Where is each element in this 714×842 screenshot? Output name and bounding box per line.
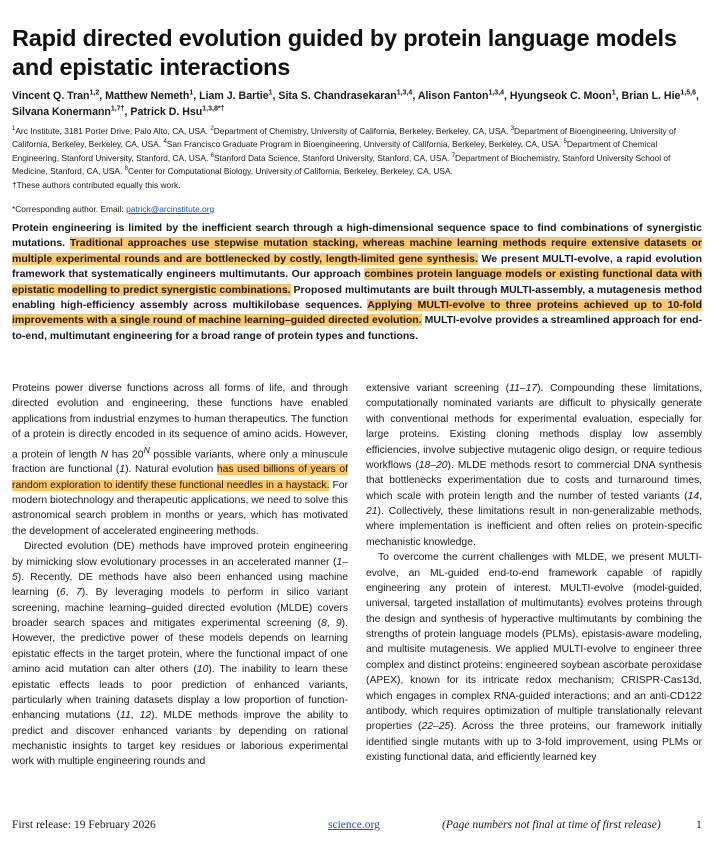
- citation-ref: 21: [366, 506, 378, 517]
- body-text: For modern biotechnology and therapeutic applications, we need to solve this astronomical search problem in months or years, which has motivated the development of accelerated engineering methods.: [12, 479, 348, 537]
- body-text: Directed evolution (DE) methods have improved protein engineering by mimicking slow evolutionary processes in an accelerated manner (: [12, 541, 348, 568]
- abstract-highlight: Traditional approaches use stepwise mutation stacking, whereas machine learning methods require extensive datasets or multiple experimental rounds and are bottlenecked by costly, length-limited gene synthesis.: [12, 237, 702, 265]
- body-text: possible variants, where only a minuscule fraction are functional (: [12, 448, 348, 476]
- abstract-text: MULTI-evolve provides a streamlined approach for end-to-end, multimutant engineering for a broad range of protein types and functions.: [12, 314, 702, 342]
- author-affiliation-mark: 1,5,6: [680, 89, 696, 97]
- citation-ref: 22–25: [421, 721, 451, 733]
- author-name: Sita S. Chandrasekaran: [278, 90, 397, 102]
- journal-site-link[interactable]: science.org: [328, 819, 380, 831]
- citation-ref: N: [100, 448, 109, 460]
- body-text: ). By leveraging models to perform in silico variant screening, machine learning–guided directed evolution (MLDE) covers broader search spaces and mitigates experimental screening (: [12, 587, 349, 630]
- body-paragraph: [366, 550, 702, 765]
- abstract-highlight: Applying MULTI-evolve to three proteins achieved up to 10-fold improvements with a single round of machine learning–guided directed evolution.: [12, 299, 702, 327]
- author-name: Brian L. Hie: [621, 90, 681, 102]
- abstract: [12, 221, 702, 344]
- citation-ref: 6: [59, 587, 66, 599]
- author-name: Vincent Q. Tran: [12, 90, 90, 102]
- citation-ref: 1: [119, 464, 126, 476]
- affiliation-list: [12, 126, 676, 176]
- citation-ref: 7: [76, 587, 82, 599]
- affiliation-number: 1: [12, 126, 16, 133]
- affiliation-number: 7: [451, 153, 456, 160]
- citation-ref: 9: [335, 618, 342, 630]
- author-name: Silvana Konermann: [12, 106, 111, 118]
- affiliation-text: Department of Biochemistry, Stanford University School of Medicine, Stanford, CA, USA.: [12, 152, 671, 177]
- body-text: ). Recently, DE methods have also been enhanced using machine learning (: [12, 571, 348, 599]
- affiliation-number: 6: [210, 153, 214, 160]
- abstract-text: Proposed multimutants are built through MULTI-assembly, a mutagenesis method enabling high-efficiency assembly across multikilobase sequences.: [12, 283, 702, 312]
- author-name: Matthew Nemeth: [105, 90, 190, 102]
- citation-ref: 11–17: [509, 383, 538, 394]
- abstract-text: We present MULTI-evolve, a rapid evolution framework that systematically engineers multimutants. Our approach: [12, 252, 702, 281]
- abstract-highlight: combines protein language models or existing functional data with epistatic modelling to predict synergistic combinations.: [12, 268, 702, 296]
- body-paragraph: [12, 381, 348, 539]
- author-affiliation-mark: 1,2: [89, 89, 100, 97]
- abstract-text: Protein engineering is limited by the inefficient search through a high-dimensional sequence space to find combinations of synergistic mutations.: [12, 222, 702, 250]
- body-text: ). Compounding these limitations, computationally nominated variants are difficult to physically generate with conventional methods for experimental evaluation, especially for large proteins. Existing cloning methods display low assembly efficiencies, involve subjective mutagenic oligo design, or require tedious workflows (: [366, 383, 702, 471]
- affiliation-text: Center for Computational Biology, University of California, Berkeley, Berkeley, CA, USA.: [128, 166, 453, 177]
- body-highlight: has used billions of years of random exploration to identify these functional needles in a haystack.: [12, 464, 348, 491]
- author-name: Alison Fanton: [417, 90, 489, 102]
- body-text: ). Natural evolution: [125, 464, 217, 476]
- affiliation-number: 5: [563, 139, 567, 146]
- author-affiliation-mark: 1: [268, 89, 273, 97]
- body-column-left: [12, 381, 348, 770]
- affiliation-text: Stanford Data Science, Stanford University, Stanford, CA, USA.: [213, 152, 450, 163]
- author-list: Vincent Q. Tran$^{1,2}$, Matthew Nemeth$^1$, Liam J. Bartie$^1$, Sita S. Chandrasekaran$^{1,3,4}$, Alison Fanton$^{1,3,4}$, Hyungseok C. Moon$^1$, Brian L. Hie$^{1,5,6}$, Silvana Konermann$^{1,7\dagger}$, Patrick D. Hsu$^{1,3,8*\dagger}$: [12, 89, 699, 118]
- author-name: Liam J. Bartie: [199, 90, 269, 102]
- author-name: Patrick D. Hsu: [130, 106, 203, 118]
- body-text: has 20: [108, 448, 144, 460]
- equal-contribution-note: †These authors contributed equally this work.: [12, 179, 181, 190]
- body-text: ,: [699, 490, 702, 502]
- corresponding-author: [12, 203, 702, 215]
- body-paragraph: [366, 381, 702, 550]
- affiliation-text: Arc Institute, 3181 Porter Drive, Palo Alto, CA, USA.: [15, 126, 209, 136]
- affiliation-number: 8: [124, 166, 128, 173]
- body-text: ,: [65, 587, 77, 599]
- affiliation-text: Department of Chemical Engineering, Stanford University, Stanford, CA, USA.: [12, 139, 658, 163]
- affiliation-text: San Francisco Graduate Program in Bioengineering, University of California, Berkeley, Berkeley, CA, USA.: [166, 139, 562, 150]
- author-affiliation-mark: 1: [189, 89, 194, 97]
- affiliation-text: Department of Chemistry, University of California, Berkeley, Berkeley, CA, USA.: [213, 126, 509, 136]
- author-name: Hyungseok C. Moon: [509, 90, 612, 102]
- release-date: First release: 19 February 2026: [12, 819, 156, 831]
- body-paragraph: [12, 539, 348, 770]
- citation-ref: 14: [687, 490, 700, 502]
- author-affiliation-mark: 1,3,8*†: [202, 105, 225, 113]
- citation-ref: 11: [120, 710, 131, 722]
- body-text: ). Across the three proteins, our framework initially identified single mutants with up to 3-fold improvement, using PLMs or existing functional data, and efficiently learned key: [366, 721, 702, 763]
- body-text: ). Collectively, these limitations result in non-generalizable methods, where implementation is inefficient and often relies on protein-specific mechanistic knowledge.: [366, 506, 702, 548]
- body-text: ). The inability to learn these epistatic effects leads to poor prediction of enhanced variants, particularly when training datasets display a low proportion of function-enhancing mutations (: [12, 664, 348, 722]
- citation-ref: 18–20: [418, 459, 448, 471]
- body-text: ). However, the predictive power of these models depends on learning epistatic effects in the target protein, where the functional impact of one amino acid mutation can alter others (: [12, 618, 348, 676]
- body-text: To overcome the current challenges with MLDE, we present MULTI-evolve, an ML-guided end-to-end framework capable of rapidly engineering any protein of interest. MULTI-evolve (model-guided, universal, targeted installation of multimutants) evolves proteins through the design and synthesis of hyperactive multimutants by combining the strengths of protein language models (PLMs), epistasis-aware modeling, and multisite mutagenesis. We applied MULTI-evolve to engineer three complex and distinct proteins: engineered soybean ascorbate peroxidase (APEX), known for its intricate redox mechanism; CRISPR-Cas13d, which engages in complex RNA-guided interactions; and an anti-CD122 antibody, which requires optimization of multiple translationally relevant properties (: [366, 552, 702, 733]
- affiliation-text: Department of Bioengineering, University of California, Berkeley, Berkeley, CA, USA.: [12, 126, 677, 150]
- page-footer: [12, 819, 702, 835]
- superscript-text: N: [143, 444, 150, 455]
- body-text: extensive variant screening (: [366, 383, 510, 394]
- corresponding-email-link[interactable]: patrick@arcinstitute.org: [126, 204, 215, 214]
- author-affiliation-mark: 1: [611, 89, 616, 97]
- page-number-note: (Page numbers not final at time of first release): [442, 819, 661, 831]
- affiliation-number: 4: [163, 139, 167, 146]
- citation-ref: 12: [139, 710, 152, 722]
- body-text: ,: [130, 710, 140, 722]
- author-affiliation-mark: 1,7†: [110, 105, 125, 113]
- body-text: ). MLDE methods improve the ability to predict and discover enhanced variants by depending on rational mechanistic insights to target key residues or laborious experimental work with multiple engineering rounds and: [12, 710, 348, 768]
- citation-ref: 1–5: [12, 556, 348, 583]
- author-affiliation-mark: 1,3,4: [396, 89, 413, 97]
- body-text: Proteins power diverse functions across all forms of life, and through directed evolution and engineering, these functions have enabled applications from industrial enzymes to human therapeutics. The function of a protein is directly encoded in its sequence of amino acids. However, a protein of length: [12, 383, 348, 460]
- affiliations: [12, 125, 702, 192]
- affiliation-number: 2: [210, 126, 214, 133]
- body-column-right: [366, 381, 702, 765]
- citation-ref: 10: [196, 664, 209, 676]
- corresponding-label: *Corresponding author. Email:: [12, 204, 127, 214]
- affiliation-number: 3: [510, 126, 515, 133]
- author-affiliation-mark: 1,3,4: [488, 89, 505, 97]
- body-text: ). MLDE methods resort to commercial DNA synthesis that bottlenecks experimentation due to costs and turnaround times, which scale with protein length and the number of tested variants (: [366, 459, 702, 502]
- citation-ref: 8: [321, 618, 327, 630]
- body-text: ,: [326, 618, 336, 630]
- paper-title: Rapid directed evolution guided by protein language models and epistatic interactions: [12, 24, 677, 80]
- page-number: 1: [696, 819, 702, 831]
